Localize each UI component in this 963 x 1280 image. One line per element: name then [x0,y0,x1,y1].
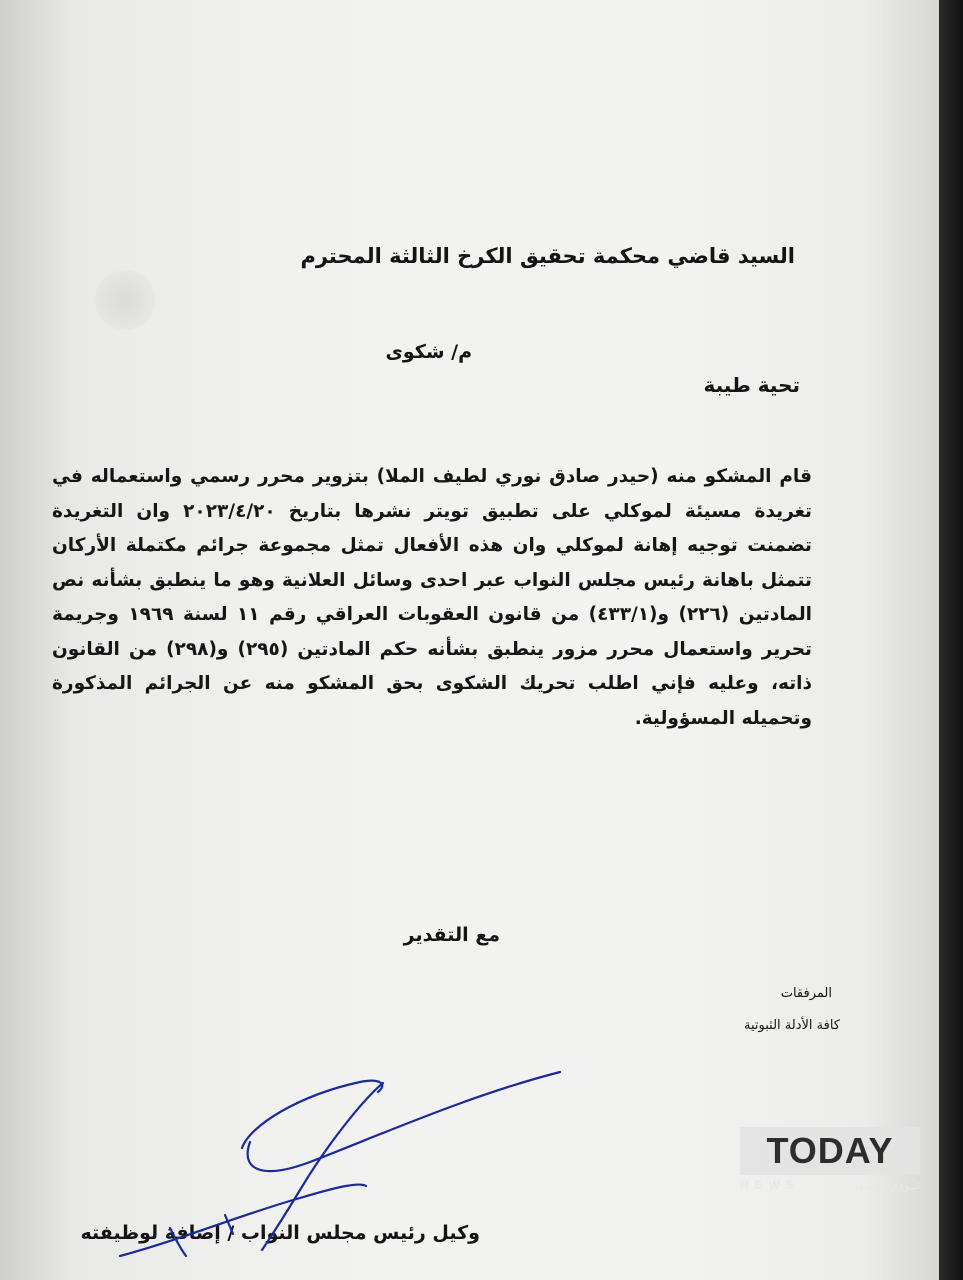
complaint-body: قام المشكو منه (حيدر صادق نوري لطيف الملا) بتزوير محرر رسمي واستعماله في تغريدة مسيئة لموكلي على تطبيق تويتر نشرها بتاريخ ٢٠٢٣/٤/٢٠ وان التغريدة تضمنت توجيه إهانة لموكلي وان هذه الأفعال تمثل مجموعة جرائم مكتملة الأركان تتمثل باهانة رئيس مجلس النواب عبر احدى وسائل العلانية وهو ما ينطبق بشأنه نص المادتين (٢٢٦) و(٤٣٣/١) من قانون العقوبات العراقي رقم ١١ لسنة ١٩٦٩ وجريمة تحرير واستعمال محرر مزور ينطبق بشأنه حكم المادتين (٢٩٥) و(٢٩٨) من القانون ذاته، وعليه فإني اطلب تحريك الشكوى بحق المشكو منه عن الجرائم المذكورة وتحميله المسؤولية. [52,466,813,729]
closing-line: مع التقدير [403,924,500,946]
logo-arabic-label: تــودي نــيــوز [852,1178,920,1192]
faint-stamp-mark [95,270,155,330]
subject-line: م/ شكوى [385,341,472,363]
addressee-line: السيد قاضي محكمة تحقيق الكرخ الثالثة المحترم [300,244,795,268]
logo-news-label: NEWS [740,1178,800,1192]
attachments-item: كافة الأدلة الثبوتية [744,1018,840,1033]
attachments-label: المرفقات [780,986,832,1001]
signatory-title: وكيل رئيس مجلس النواب / إضافة لوظيفته [80,1222,480,1244]
today-news-logo [740,1127,920,1201]
background-edge [939,0,963,1280]
logo-brand: TODAY [740,1127,920,1175]
greeting-line: تحية طيبة [703,373,800,397]
